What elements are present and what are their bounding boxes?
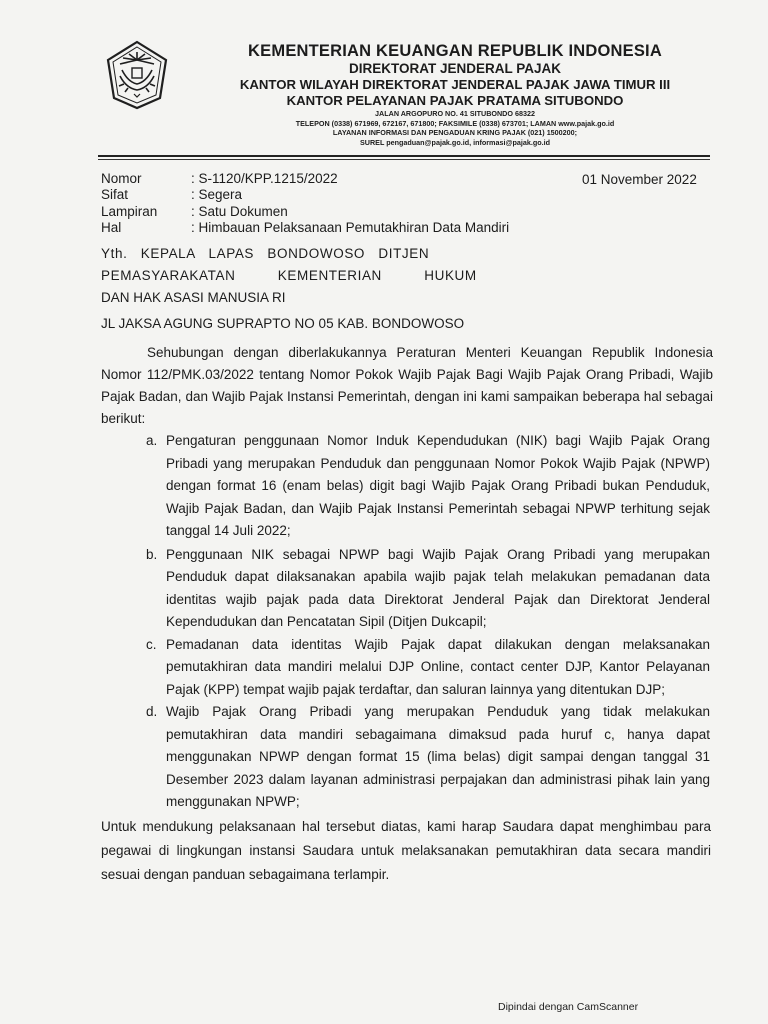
lampiran-value: : Satu Dokumen [191, 203, 288, 219]
list-item-text: Pemadanan data identitas Wajib Pajak dapat dilakukan dengan melaksanakan pemutakhiran data mandiri melalui DJP Online, contact center DJP, Kantor Pelayanan Pajak (KPP) tempat wajib pajak terdaftar, dan saluran lainnya yang ditentukan DJP; [166, 636, 710, 697]
lampiran-label: Lampiran [101, 203, 158, 219]
addressee-address: JL JAKSA AGUNG SUPRAPTO NO 05 KAB. BONDOWOSO [101, 316, 465, 331]
list-item [146, 544, 710, 634]
points-list [146, 430, 710, 814]
letterhead [190, 42, 720, 147]
scanner-watermark: Dipindai dengan CamScanner [498, 1001, 639, 1013]
letter-date: 01 November 2022 [582, 172, 697, 187]
list-marker: b. [146, 546, 158, 562]
list-item-text: Penggunaan NIK sebagai NPWP bagi Wajib Pajak Orang Pribadi yang merupakan Penduduk dapat dilaksanakan apabila wajib pajak telah melakukan pemadanan data identitas wajib pajak pada data Direktorat Jenderal Pajak dan Direktorat Jenderal Kependudukan dan Pencatatan Sipil (Ditjen Dukcapil; [166, 546, 710, 629]
sifat-value: : Segera [191, 187, 243, 203]
letter-meta [101, 170, 509, 236]
office-info-line: LAYANAN INFORMASI DAN PENGADUAN KRING PAJAK (021) 1500200; [332, 128, 578, 137]
addressee-line-1: Yth. KEPALA LAPAS BONDOWOSO DITJEN [101, 246, 430, 261]
meta-row-nomor [101, 170, 509, 187]
nomor-value: : S-1120/KPP.1215/2022 [191, 170, 338, 186]
list-item [146, 430, 710, 543]
meta-row-hal [101, 220, 509, 237]
letterhead-divider [98, 155, 710, 157]
regional-office-name: KANTOR WILAYAH DIREKTORAT JENDERAL PAJAK JAWA TIMUR III [239, 77, 671, 92]
letterhead-divider-thin [98, 159, 710, 160]
office-email-line: SUREL pengaduan@pajak.go.id, informasi@pajak.go.id [359, 137, 550, 147]
meta-row-sifat [101, 187, 509, 204]
list-item [146, 634, 710, 702]
hal-value: : Himbauan Pelaksanaan Pemutakhiran Data Mandiri [191, 220, 510, 236]
sifat-label: Sifat [101, 187, 129, 203]
closing-paragraph: Untuk mendukung pelaksanaan hal tersebut diatas, kami harap Saudara dapat menghimbau para pegawai di lingkungan instansi Saudara untuk melaksanakan pemutakhiran data secara mandiri sesuai dengan panduan sebagaimana terlampir. [101, 819, 711, 882]
office-phone-line: TELEPON (0338) 671969, 672167, 671800; FAKSIMILE (0338) 673701; LAMAN www.pajak.go.id [295, 118, 615, 128]
ministry-emblem-icon [104, 40, 170, 110]
intro-paragraph: Sehubungan dengan diberlakukannya Peraturan Menteri Keuangan Republik Indonesia Nomor 112/PMK.03/2022 tentang Nomor Pokok Wajib Pajak Bagi Wajib Pajak Orang Pribadi, Wajib Pajak Badan, dan Wajib Pajak Instansi Pemerintah, dengan ini kami sampaikan beberapa hal sebagai berikut: [101, 345, 713, 426]
meta-row-lampiran [101, 203, 509, 220]
list-item-text: Wajib Pajak Orang Pribadi yang merupakan Penduduk yang tidak melakukan pemutakhiran data mandiri sebagaimana dimaksud pada huruf c, hanya dapat menggunakan NPWP dengan format 15 (lima belas) digit sampai dengan tanggal 31 Desember 2023 dalam layanan administrasi perpajakan dan administrasi pihak lain yang menggunakan NPWP; [166, 704, 710, 809]
local-office-name: KANTOR PELAYANAN PAJAK PRATAMA SITUBONDO [286, 93, 624, 108]
ministry-name: KEMENTERIAN KEUANGAN REPUBLIK INDONESIA [248, 42, 662, 60]
list-marker: c. [146, 636, 157, 652]
hal-label: Hal [101, 220, 122, 236]
list-item [146, 701, 710, 814]
list-marker: d. [146, 704, 158, 719]
directorate-name: DIREKTORAT JENDERAL PAJAK [348, 61, 562, 76]
nomor-label: Nomor [101, 170, 142, 186]
list-marker: a. [146, 433, 158, 448]
addressee-line-3: DAN HAK ASASI MANUSIA RI [101, 290, 286, 305]
office-address: JALAN ARGOPURO NO. 41 SITUBONDO 68322 [375, 109, 535, 118]
list-item-text: Pengaturan penggunaan Nomor Induk Kependudukan (NIK) bagi Wajib Pajak Orang Pribadi yang merupakan Penduduk dan penggunaan Nomor Pokok Wajib Pajak (NPWP) dengan format 16 (enam belas) digit bagi Wajib Pajak Orang Pribadi bukan Penduduk, Wajib Pajak Badan, dan Wajib Pajak Instansi Pemerintah sebagai NPWP terhitung sejak tanggal 14 Juli 2022; [166, 433, 710, 538]
addressee-line-2: PEMASYARAKATAN KEMENTERIAN HUKUM [101, 268, 477, 283]
